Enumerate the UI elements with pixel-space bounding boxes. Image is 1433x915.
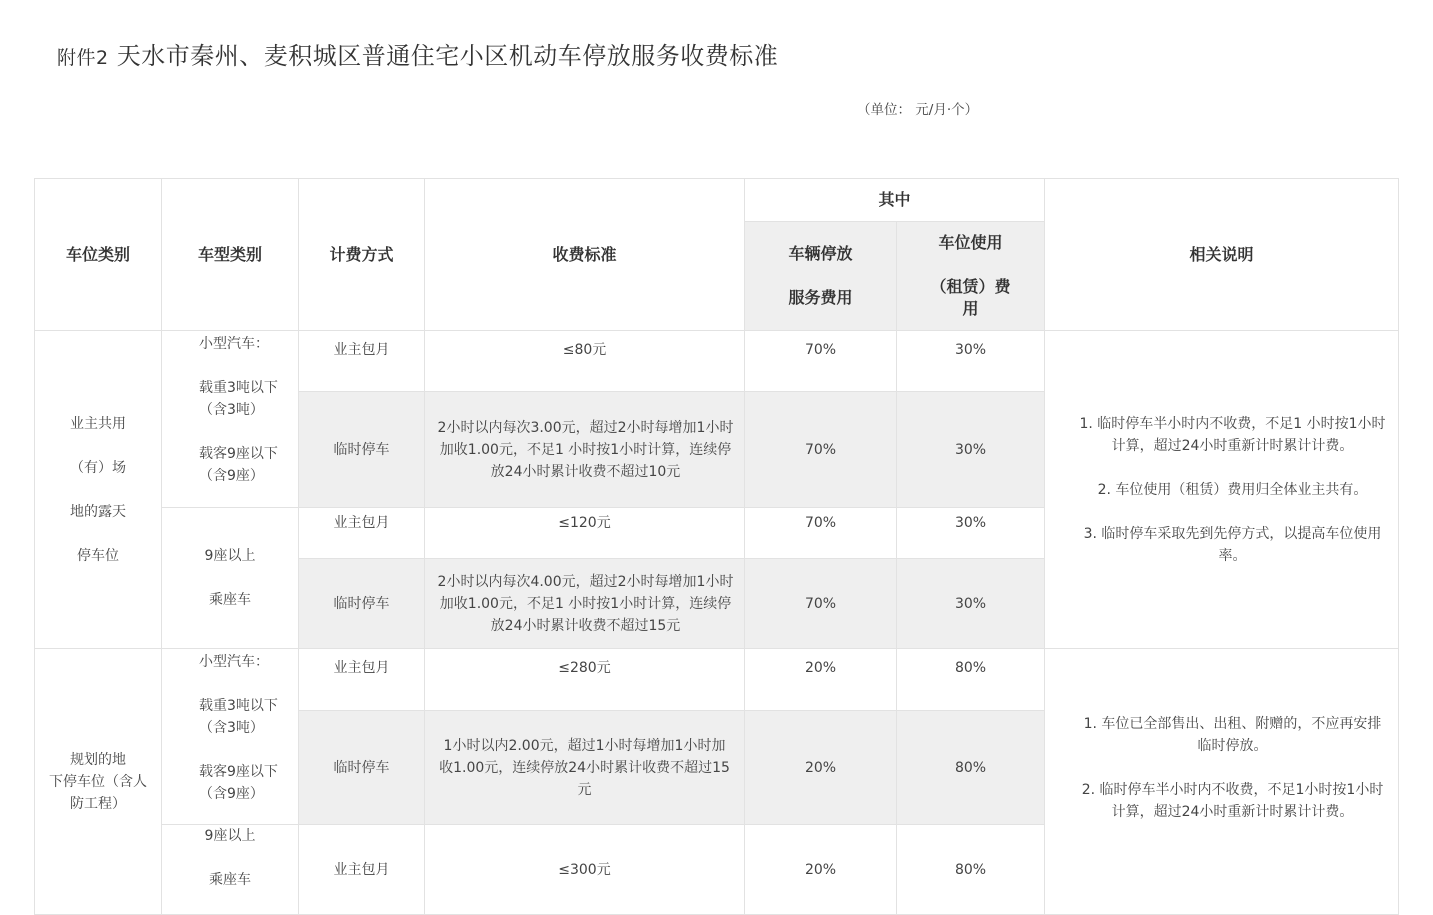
section1-row3-service: 70% (745, 508, 897, 559)
section2-row2-use: 80% (897, 711, 1045, 825)
header-billing: 计费方式 (299, 179, 425, 331)
header-standard: 收费标准 (425, 179, 745, 331)
section2-row3-use: 80% (897, 825, 1045, 915)
title-prefix: 附件2 (57, 47, 109, 69)
section1-row2-billing: 临时停车 (299, 392, 425, 508)
section2-spot-type: 规划的地 下停车位（含人 防工程） (35, 649, 162, 915)
header-spot-type: 车位类别 (35, 179, 162, 331)
section1-row1-standard: ≤80元 (425, 331, 745, 392)
section1-row3-use: 30% (897, 508, 1045, 559)
section1-row4-standard: 2小时以内每次4.00元，超过2小时每增加1小时加收1.00元，不足1 小时按1小时计算，连续停放24小时累计收费不超过15元 (425, 559, 745, 649)
section1-row2-standard: 2小时以内每次3.00元，超过2小时每增加1小时加收1.00元，不足1 小时按1小时计算，连续停放24小时累计收费不超过10元 (425, 392, 745, 508)
section1-row1-use: 30% (897, 331, 1045, 392)
section1-row4-service: 70% (745, 559, 897, 649)
section1-row3-billing: 业主包月 (299, 508, 425, 559)
table-row (35, 649, 1399, 711)
page-title (57, 36, 778, 71)
section2-row1-service: 20% (745, 649, 897, 711)
section2-row3-service: 20% (745, 825, 897, 915)
section2-row3-billing: 业主包月 (299, 825, 425, 915)
title-text: 天水市秦州、麦积城区普通住宅小区机动车停放服务收费标准 (116, 42, 779, 70)
section2-row2-billing: 临时停车 (299, 711, 425, 825)
section2-bus: 9座以上 乘座车 (162, 825, 299, 915)
section1-small-car: 小型汽车： 载重3吨以下 （含3吨） 载客9座以下 （含9座） (162, 331, 299, 508)
section2-row2-standard: 1小时以内2.00元，超过1小时每增加1小时加收1.00元，连续停放24小时累计收费不超过15元 (425, 711, 745, 825)
section2-row2-service: 20% (745, 711, 897, 825)
header-service-fee: 车辆停放 服务费用 (745, 222, 897, 331)
section1-notes: 1. 临时停车半小时内不收费，不足1 小时按1小时计算，超过24小时重新计时累计计费。 2. 车位使用（租赁）费用归全体业主共有。 3. 临时停车采取先到先停方式，以提高车位使用率。 (1045, 331, 1399, 649)
table-row (35, 331, 1399, 392)
header-notes: 相关说明 (1045, 179, 1399, 331)
fee-table (34, 178, 1399, 915)
section2-row1-use: 80% (897, 649, 1045, 711)
section2-small-car: 小型汽车： 载重3吨以下 （含3吨） 载客9座以下 （含9座） (162, 649, 299, 825)
section1-row4-billing: 临时停车 (299, 559, 425, 649)
section1-row1-billing: 业主包月 (299, 331, 425, 392)
section1-row1-service: 70% (745, 331, 897, 392)
unit-note: （单位： 元/月·个） (857, 102, 979, 118)
section1-spot-type: 业主共用 （有）场 地的露天 停车位 (35, 331, 162, 649)
header-of-which: 其中 (745, 179, 1045, 222)
section2-row1-billing: 业主包月 (299, 649, 425, 711)
section2-row1-standard: ≤280元 (425, 649, 745, 711)
header-vehicle-type: 车型类别 (162, 179, 299, 331)
section2-row3-standard: ≤300元 (425, 825, 745, 915)
section1-row2-service: 70% (745, 392, 897, 508)
section2-notes: 1. 车位已全部售出、出租、附赠的，不应再安排临时停放。 2. 临时停车半小时内不收费，不足1小时按1小时计算，超过24小时重新计时累计计费。 (1045, 649, 1399, 915)
section1-bus: 9座以上 乘座车 (162, 508, 299, 649)
header-use-fee: 车位使用 （租赁）费 用 (897, 222, 1045, 331)
section1-row3-standard: ≤120元 (425, 508, 745, 559)
header-row (35, 179, 1399, 222)
section1-row4-use: 30% (897, 559, 1045, 649)
section1-row2-use: 30% (897, 392, 1045, 508)
